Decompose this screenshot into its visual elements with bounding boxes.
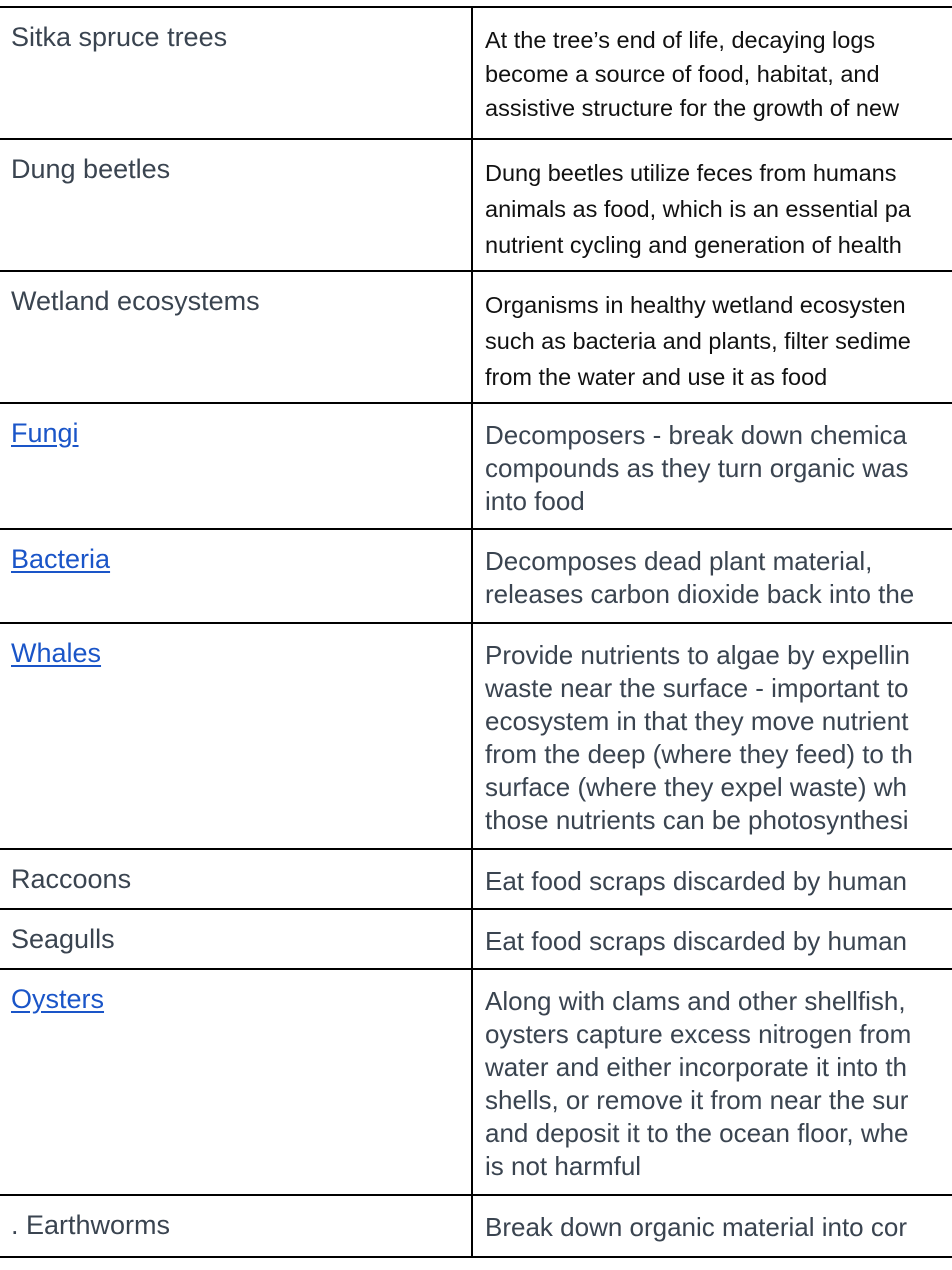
description-line: assistive structure for the growth of new (485, 95, 900, 121)
description-line: Decomposes dead plant material, (485, 546, 873, 576)
description-cell (473, 140, 952, 270)
organism-name: Seagulls (11, 924, 115, 954)
description-line: shells, or remove it from near the sur (485, 1085, 909, 1115)
description-line: animals as food, which is an essential pa (485, 196, 911, 222)
table-row (0, 1196, 952, 1258)
organism-cell (0, 850, 473, 908)
description-line: ecosystem in that they move nutrient (485, 706, 909, 736)
description-line: waste near the surface - important to (485, 673, 909, 703)
table-row (0, 624, 952, 850)
table-row (0, 970, 952, 1196)
organism-name: Wetland ecosystems (11, 286, 260, 316)
description-line: from the water and use it as food (485, 364, 828, 390)
organism-cell (0, 910, 473, 968)
description-line: and deposit it to the ocean floor, whe (485, 1118, 909, 1148)
description-line: water and either incorporate it into th (485, 1052, 908, 1082)
description-line: such as bacteria and plants, filter sedime (485, 328, 911, 354)
organism-cell (0, 624, 473, 848)
table-row (0, 850, 952, 910)
description-line: At the tree’s end of life, decaying logs (485, 27, 876, 53)
table-row (0, 910, 952, 970)
table-row (0, 530, 952, 624)
description-line: become a source of food, habitat, and (485, 61, 880, 87)
table-row (0, 404, 952, 530)
table-row (0, 8, 952, 140)
organism-name: Raccoons (11, 864, 132, 894)
description-cell (473, 530, 952, 622)
organism-link-whales[interactable]: Whales (11, 638, 102, 668)
organism-link-oysters[interactable]: Oysters (11, 984, 105, 1014)
description-line: releases carbon dioxide back into the (485, 579, 915, 609)
description-cell (473, 404, 952, 528)
organism-link-fungi[interactable]: Fungi (11, 418, 79, 448)
organism-cell (0, 8, 473, 138)
description-line: compounds as they turn organic was (485, 453, 909, 483)
table-row (0, 140, 952, 272)
organisms-table (0, 6, 952, 1258)
organism-cell (0, 404, 473, 528)
description-cell (473, 624, 952, 848)
description-line: Organisms in healthy wetland ecosysten (485, 292, 906, 318)
description-cell (473, 910, 952, 968)
description-line: those nutrients can be photosynthesi (485, 805, 909, 835)
description-cell (473, 272, 952, 402)
description-line: Dung beetles utilize feces from humans (485, 160, 897, 186)
description-line: is not harmful (485, 1151, 642, 1181)
organism-cell (0, 530, 473, 622)
organism-name: Dung beetles (11, 154, 171, 184)
organism-cell (0, 272, 473, 402)
description-line: Break down organic material into cor (485, 1212, 907, 1242)
table-row (0, 272, 952, 404)
description-line: from the deep (where they feed) to th (485, 739, 913, 769)
description-cell (473, 850, 952, 908)
description-line: Eat food scraps discarded by human (485, 926, 908, 956)
description-line: Provide nutrients to algae by expellin (485, 640, 910, 670)
description-line: Along with clams and other shellfish, (485, 986, 906, 1016)
description-line: surface (where they expel waste) wh (485, 772, 907, 802)
description-cell (473, 970, 952, 1194)
organism-name: Sitka spruce trees (11, 22, 228, 52)
organism-cell (0, 140, 473, 270)
description-line: Decomposers - break down chemica (485, 420, 907, 450)
organism-cell (0, 1196, 473, 1256)
organism-cell (0, 970, 473, 1194)
description-line: nutrient cycling and generation of health (485, 232, 902, 258)
organism-link-bacteria[interactable]: Bacteria (11, 544, 111, 574)
description-line: oysters capture excess nitrogen from (485, 1019, 912, 1049)
description-cell (473, 1196, 952, 1256)
description-line: Eat food scraps discarded by human (485, 866, 908, 896)
description-cell (473, 8, 952, 138)
description-line: into food (485, 486, 585, 516)
organism-name: . Earthworms (11, 1210, 171, 1240)
